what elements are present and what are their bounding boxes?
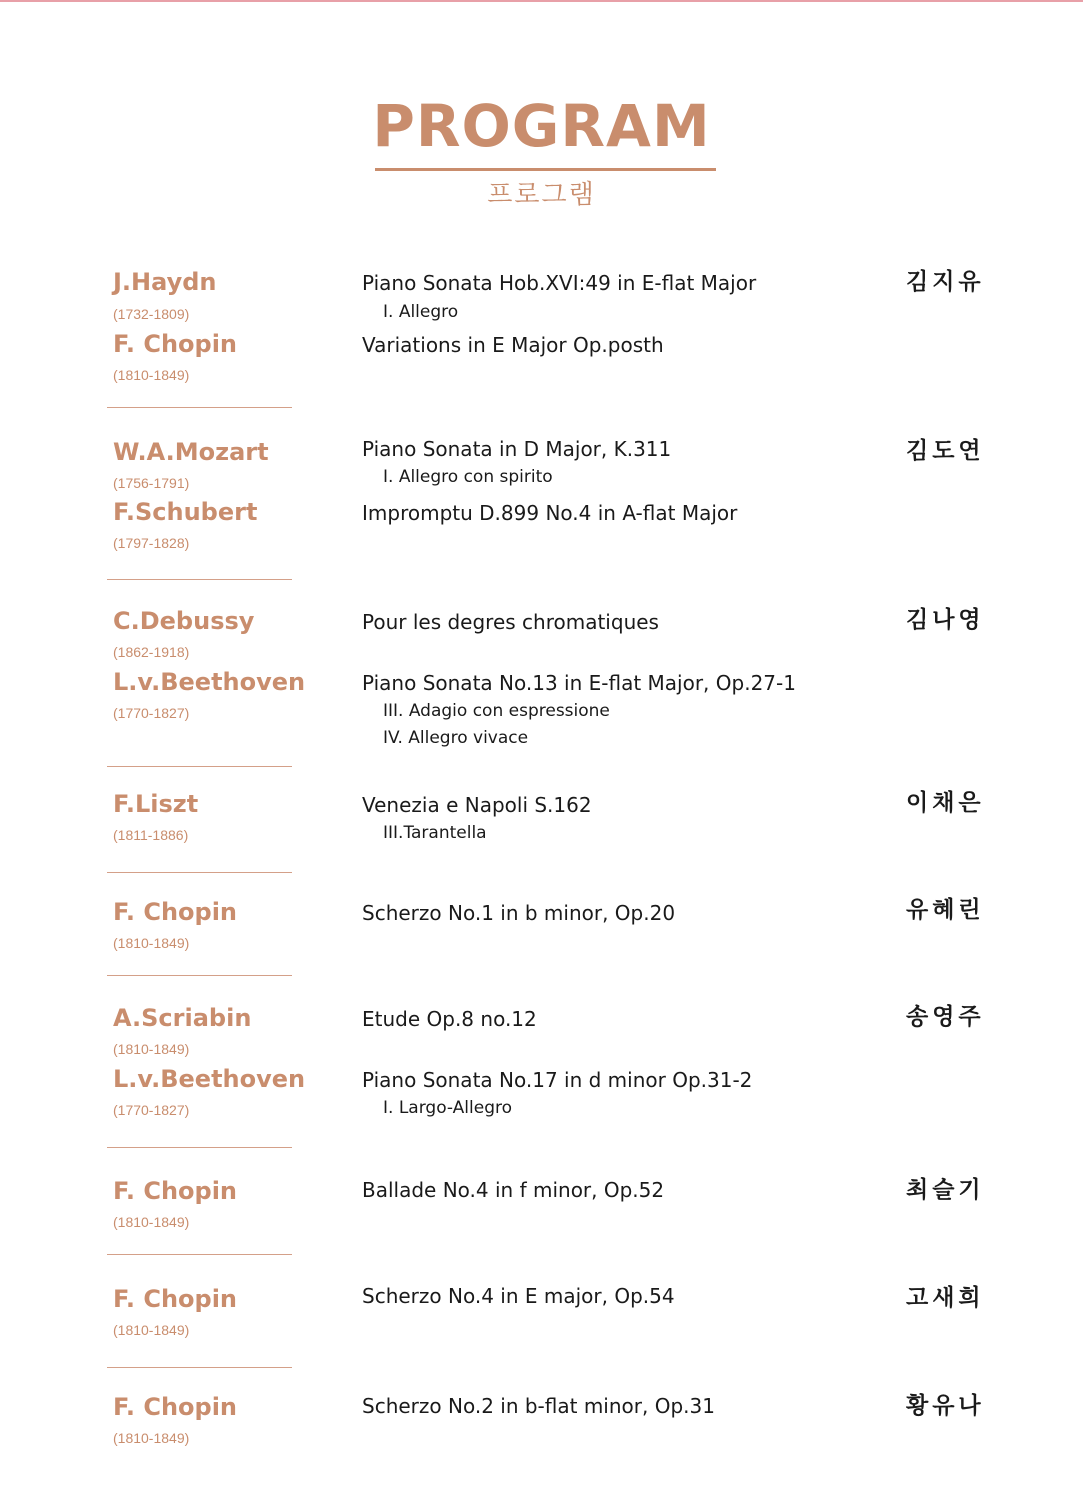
- piece-title: Ballade No.4 in f minor, Op.52: [362, 1178, 665, 1202]
- section-divider: [107, 1254, 292, 1255]
- performer-name: 고새희: [906, 1285, 985, 1311]
- performer-name: 황유나: [906, 1393, 985, 1419]
- piece-movement: I. Allegro: [383, 302, 459, 322]
- section-divider: [107, 975, 292, 976]
- composer-name: W.A.Mozart: [113, 438, 269, 466]
- composer-name: J.Haydn: [113, 268, 217, 296]
- composer-years: (1810-1849): [113, 935, 190, 951]
- composer-years: (1810-1849): [113, 367, 190, 383]
- section-divider: [107, 1367, 292, 1368]
- piece-title: Scherzo No.2 in b-flat minor, Op.31: [362, 1394, 715, 1418]
- composer-name: C.Debussy: [113, 607, 255, 635]
- performer-name: 김나영: [906, 607, 985, 633]
- performer-name: 이채은: [906, 790, 985, 816]
- composer-years: (1810-1849): [113, 1322, 190, 1338]
- piece-title: Piano Sonata Hob.XVI:49 in E-flat Major: [362, 271, 757, 295]
- composer-years: (1756-1791): [113, 475, 190, 491]
- piece-movement: I. Largo-Allegro: [383, 1098, 513, 1118]
- section-divider: [107, 766, 292, 767]
- composer-name: F. Chopin: [113, 1177, 238, 1205]
- page-subtitle: 프로그램: [487, 179, 596, 209]
- title-underline: [375, 168, 716, 171]
- top-accent-line: [0, 0, 1083, 2]
- program-header: [0, 92, 1083, 209]
- section-divider: [107, 407, 292, 408]
- composer-name: F. Chopin: [113, 330, 238, 358]
- composer-name: F.Schubert: [113, 498, 258, 526]
- composer-years: (1810-1849): [113, 1214, 190, 1230]
- performer-name: 송영주: [906, 1004, 985, 1030]
- performer-name: 김지유: [906, 269, 985, 295]
- performer-name: 최슬기: [906, 1177, 985, 1203]
- composer-name: F.Liszt: [113, 790, 199, 818]
- composer-name: F. Chopin: [113, 898, 238, 926]
- section-divider: [107, 579, 292, 580]
- piece-movement: III.Tarantella: [383, 823, 487, 843]
- composer-years: (1810-1849): [113, 1430, 190, 1446]
- piece-movement: IV. Allegro vivace: [383, 728, 529, 748]
- composer-years: (1770-1827): [113, 1102, 190, 1118]
- piece-title: Scherzo No.1 in b minor, Op.20: [362, 901, 676, 925]
- piece-movement: III. Adagio con espressione: [383, 701, 610, 721]
- piece-title: Piano Sonata No.17 in d minor Op.31-2: [362, 1068, 753, 1092]
- section-divider: [107, 1147, 292, 1148]
- composer-years: (1797-1828): [113, 535, 190, 551]
- performer-name: 유혜린: [906, 897, 985, 923]
- composer-years: (1732-1809): [113, 306, 190, 322]
- composer-name: A.Scriabin: [113, 1004, 252, 1032]
- piece-title: Piano Sonata in D Major, K.311: [362, 437, 672, 461]
- piece-title: Impromptu D.899 No.4 in A-flat Major: [362, 501, 738, 525]
- composer-name: F. Chopin: [113, 1393, 238, 1421]
- piece-movement: I. Allegro con spirito: [383, 467, 553, 487]
- piece-title: Etude Op.8 no.12: [362, 1007, 537, 1031]
- section-divider: [107, 872, 292, 873]
- piece-title: Venezia e Napoli S.162: [362, 793, 592, 817]
- composer-years: (1770-1827): [113, 705, 190, 721]
- composer-name: L.v.Beethoven: [113, 1065, 306, 1093]
- piece-title: Piano Sonata No.13 in E-flat Major, Op.27-1: [362, 671, 796, 695]
- composer-name: F. Chopin: [113, 1285, 238, 1313]
- piece-title: Variations in E Major Op.posth: [362, 333, 664, 357]
- composer-years: (1810-1849): [113, 1041, 190, 1057]
- piece-title: Scherzo No.4 in E major, Op.54: [362, 1284, 675, 1308]
- page-title: PROGRAM: [372, 92, 711, 160]
- composer-years: (1862-1918): [113, 644, 190, 660]
- composer-name: L.v.Beethoven: [113, 668, 306, 696]
- piece-title: Pour les degres chromatiques: [362, 610, 659, 634]
- composer-years: (1811-1886): [113, 827, 189, 843]
- performer-name: 김도연: [906, 438, 985, 464]
